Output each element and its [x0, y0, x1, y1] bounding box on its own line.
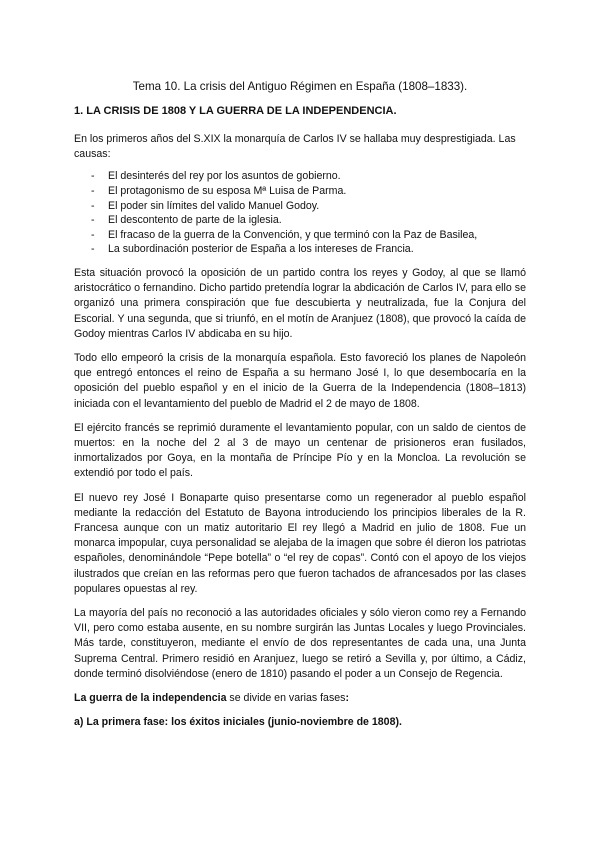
paragraph-jose-bonaparte: El nuevo rey José I Bonaparte quiso presentarse como un regenerador al pueblo español mediante la redacción del Estatuto de Bayona introduciendo los principios liberales de la R. Francesa aunque con un matiz autoritario El rey llegó a Madrid en julio de 1808. Fue un monarca impopular, cuya personalidad se alejaba de la imagen que sobre él dieron los patriotas españoles, denominándole “Pepe botella” o “el rey de copas”. Contó con el apoyo de los viejos ilustrados que creían en las reformas pero que fueron tachados de afrancesados por las clases populares opuestas al rey. [74, 491, 526, 595]
phase-a-heading: a) La primera fase: los éxitos iniciales (junio-noviembre de 1808). [74, 716, 402, 729]
section-heading: 1. LA CRISIS DE 1808 Y LA GUERRA DE LA INDEPENDENCIA. [74, 105, 397, 117]
cause-item: - El descontento de parte de la iglesia. [91, 213, 526, 228]
phases-bold: La guerra de la independencia [74, 692, 227, 705]
phases-paragraph [74, 691, 526, 706]
cause-item: - El protagonismo de su esposa Mª Luisa de Parma. [91, 184, 526, 199]
cause-item: - El fracaso de la guerra de la Convención, y que terminó con la Paz de Basilea, [91, 228, 526, 243]
cause-item: - El poder sin límites del valido Manuel Godoy. [91, 199, 526, 214]
paragraph-juntas: La mayoría del país no reconoció a las autoridades oficiales y sólo vieron como rey a Fernando VII, pero como estaba ausente, en su nombre surgirán las Juntas Locales y luego Provinciales. Más tarde, constituyeron, mediante el envío de dos representantes de cada una, una Junta Suprema Central. Primero residió en Aranjuez, luego se retiró a Sevilla y, por último, a Cádiz, donde terminó disolviéndose (enero de 1810) pasando el poder a un Consejo de Regencia. [74, 607, 526, 680]
causes-list [74, 169, 526, 257]
intro-paragraph: En los primeros años del S.XIX la monarquía de Carlos IV se hallaba muy desprestigiada. Las causas: [74, 133, 516, 161]
paragraph-fernandino: Esta situación provocó la oposición de un partido contra los reyes y Godoy, al que se llamó aristocrático o fernandino. Dicho partido pretendía lograr la abdicación de Carlos IV, para ello se organizó una primera conspiración que fue descubierta y neutralizada, fue la Conjura del Escorial. Y una segunda, que si triunfó, en el motín de Aranjuez (1808), que provocó la caída de Godoy mientras Carlos IV abdicaba en su hijo. [74, 266, 526, 340]
paragraph-napoleon: Todo ello empeoró la crisis de la monarquía española. Esto favoreció los planes de Napoleón que entregó entonces el reino de España a su hermano José I, lo que desembocaría en la oposición del pueblo español y en el inicio de la Guerra de la Independencia (1808–1813) iniciada con el levantamiento del pueblo de Madrid el 2 de mayo de 1808. [74, 351, 526, 410]
cause-item: - La subordinación posterior de España a los intereses de Francia. [91, 242, 526, 257]
phases-colon: : [345, 692, 349, 705]
cause-item: - El desinterés del rey por los asuntos de gobierno. [91, 169, 526, 184]
document-title: Tema 10. La crisis del Antiguo Régimen en España (1808–1833). [132, 80, 468, 93]
phases-rest: se divide en varias fases [226, 692, 346, 705]
paragraph-repression: El ejército francés se reprimió duramente el levantamiento popular, con un saldo de cientos de muertos: en la noche del 2 al 3 de mayo un centenar de prisioneros eran fusilados, inmortalizados por Goya, en la montaña de Príncipe Pío y en la Moncloa. La revolución se extendió por todo el país. [74, 421, 526, 480]
